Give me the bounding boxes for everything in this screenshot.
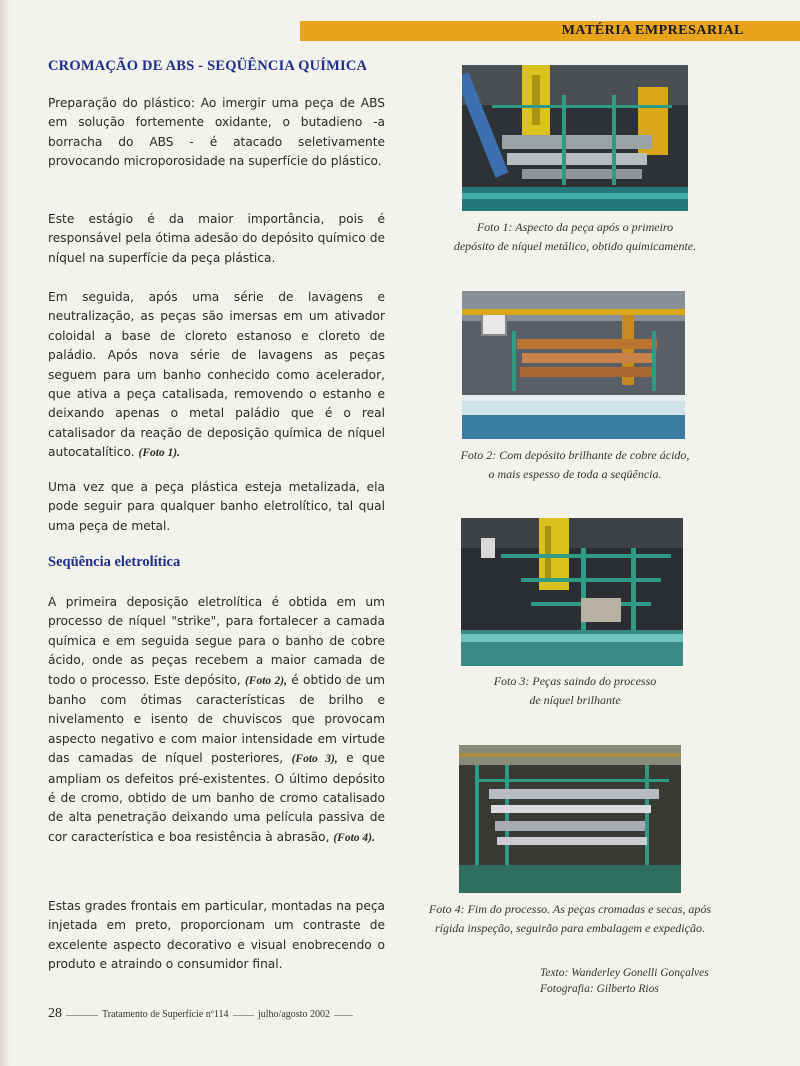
- photo-4-caption-line-1: Foto 4: Fim do processo. As peças cromadas e secas, após: [428, 902, 712, 916]
- photo-credit: Fotografia: Gilberto Rios: [540, 983, 659, 995]
- section-subheading: Seqüência eletrolítica: [48, 554, 181, 570]
- photo-1-caption-line-1: Foto 1: Aspecto da peça após o primeiro: [476, 220, 674, 234]
- photo-4-image: [459, 745, 681, 893]
- section-header-bar: [300, 21, 800, 41]
- photo-2-caption: [420, 446, 730, 484]
- photo-reference-2: (Foto 2),: [244, 674, 287, 687]
- paragraph-activation: [48, 288, 385, 464]
- photo-1-caption: [420, 218, 730, 256]
- photo-2-caption-line-2: o mais espesso de toda a seqüência.: [488, 467, 662, 481]
- page-number: 28: [48, 1006, 66, 1022]
- photo-3-caption-line-1: Foto 3: Peças saindo do processo: [493, 674, 657, 688]
- photo-reference-3: (Foto 3),: [291, 753, 338, 766]
- paragraph-activation-text: Em seguida, após uma série de lavagens e neutralização, as peças são imersas em um ativador coloidal a base de cloreto estanoso e cloreto de paládio. Após nova série de lavagens as peças seguem para um banho conhecido como acelerador, que ativa a peça catalisada, removendo o estanho e deixando apenas o metal paládio que é o real catalisador da reação de deposição química de níquel autocatalítico.: [48, 290, 385, 460]
- photo-reference-4: (Foto 4).: [333, 831, 375, 844]
- photo-reference-1: (Foto 1).: [138, 447, 181, 460]
- issue-date: julho/agosto 2002: [254, 1009, 334, 1020]
- photo-1-caption-line-2: depósito de níquel metálico, obtido quimicamente.: [453, 239, 697, 253]
- paragraph-metalized: Uma vez que a peça plástica esteja metalizada, ela pode seguir para qualquer banho eletrolítico, tal qual uma peça de metal.: [48, 480, 385, 533]
- section-label: MATÉRIA EMPRESARIAL: [561, 23, 744, 38]
- photo-2-image: [462, 291, 685, 439]
- paragraph-preparation: Preparação do plástico: Ao imergir uma peça de ABS em solução fortemente oxidante, o butadieno -a borracha do ABS - é atacado seletivamente provocando microporosidade na superfície do plástico.: [48, 96, 385, 169]
- paragraph-adhesion: Este estágio é da maior importância, pois é responsável pela ótima adesão do depósito químico de níquel na superfície da peça plástica.: [48, 212, 385, 265]
- page-footer: [48, 1008, 368, 1022]
- text-credit: Texto: Wanderley Gonelli Gonçalves: [540, 967, 709, 979]
- paragraph-conclusion: Estas grades frontais em particular, montadas na peça injetada em preto, proporcionam um contraste de excelente aspecto decorativo e visual enobrecendo o produto e atraindo o consumidor final.: [48, 899, 385, 972]
- photo-1-image: [462, 65, 688, 211]
- magazine-name: Tratamento de Superfície nº114: [98, 1009, 233, 1020]
- photo-4-caption-line-2: rígida inspeção, seguirão para embalagem e expedição.: [435, 921, 705, 935]
- photo-4-caption: [400, 900, 740, 938]
- page-spine-shadow: [0, 0, 10, 1066]
- paragraph-electrolytic: [48, 593, 385, 848]
- photo-3-image: [461, 518, 683, 666]
- article-title: CROMAÇÃO DE ABS - SEQÜÊNCIA QUÍMICA: [48, 58, 368, 74]
- article-title-block: [48, 58, 388, 75]
- paragraph-electrolytic-text-b: é obtido de um banho com ótimas características de brilho e nivelamento e isento de chuviscos que provocam aspecto negativo e com maior intensidade em virtude das camadas de níquel posteriores,: [48, 672, 385, 766]
- paragraph-electrolytic-text-a: A primeira deposição eletrolítica é obtida em um processo de níquel "strike", para fortalecer a camada química e em seguida segue para o banho de cobre ácido, onde as peças recebem a maior camada de todo o processo. Este depósito,: [48, 595, 385, 687]
- photo-2-caption-line-1: Foto 2: Com depósito brilhante de cobre ácido,: [460, 448, 690, 462]
- article-credits: [540, 965, 740, 997]
- photo-3-caption-line-2: de níquel brilhante: [529, 693, 621, 707]
- photo-3-caption: [420, 672, 730, 710]
- paragraph-electrolytic-text-c: e que ampliam os defeitos pré-existentes. O último depósito é de cromo, obtido de um banho de cromo catalisado de alta penetração deixando uma película passiva de cor característica e boa resistência à abrasão,: [48, 751, 385, 844]
